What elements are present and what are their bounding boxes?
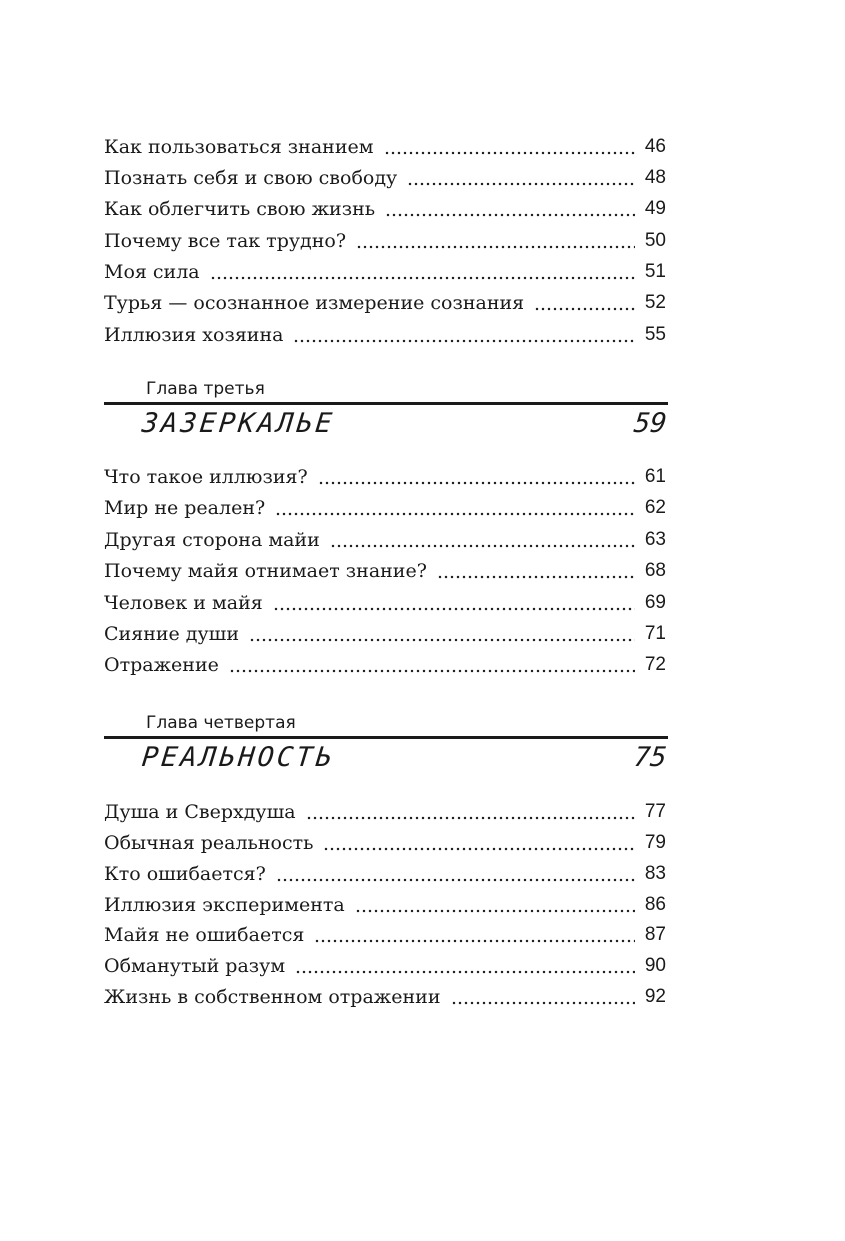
toc-entry-page: 68	[644, 560, 666, 581]
toc-entry	[104, 132, 666, 158]
toc-entry-page: 48	[644, 167, 666, 188]
toc-entry-title: Что такое иллюзия?	[104, 466, 308, 488]
toc-entry	[104, 982, 666, 1008]
dot-leader	[384, 151, 635, 155]
toc-entry-page: 92	[644, 986, 666, 1007]
toc-entry-page: 62	[644, 497, 666, 518]
toc-entry-page: 86	[644, 894, 666, 915]
toc-entry	[104, 951, 666, 977]
toc-entry-title: Обычная реальность	[104, 832, 314, 854]
toc-entry-title: Кто ошибается?	[104, 863, 266, 885]
toc-entry-page: 50	[644, 230, 666, 251]
chapter-name: ЗАЗЕРКАЛЬЕ	[140, 408, 337, 439]
dot-leader	[385, 213, 635, 217]
toc-entry-page: 90	[644, 955, 666, 976]
dot-leader	[323, 847, 634, 851]
dot-leader	[293, 339, 634, 343]
dot-leader	[534, 307, 635, 311]
toc-entry	[104, 493, 666, 519]
toc-entry	[104, 226, 666, 252]
toc-entry-title: Обманутый разум	[104, 955, 286, 977]
chapter-label: Глава четвертая	[146, 713, 296, 733]
dot-leader	[407, 182, 635, 186]
toc-entry-title: Моя сила	[104, 261, 200, 283]
toc-entry-title: Отражение	[104, 654, 219, 676]
dot-leader	[295, 970, 635, 974]
dot-leader	[276, 878, 635, 882]
toc-entry-page: 71	[644, 623, 666, 644]
toc-entry-title: Сияние души	[104, 623, 240, 645]
chapter-label: Глава третья	[146, 379, 265, 399]
toc-entry-page: 63	[644, 529, 666, 550]
toc-entry	[104, 619, 666, 645]
toc-entry-title: Как пользоваться знанием	[104, 136, 374, 158]
toc-entry-page: 79	[644, 832, 666, 853]
chapter-rule	[104, 736, 668, 739]
dot-leader	[306, 816, 635, 820]
chapter-page: 75	[632, 742, 669, 773]
toc-entry-title: Познать себя и свою свободу	[104, 167, 398, 189]
toc-entry-page: 51	[644, 261, 666, 282]
toc-entry	[104, 859, 666, 885]
toc-entry-title: Иллюзия хозяина	[104, 324, 284, 346]
toc-entry-page: 52	[644, 292, 666, 313]
toc-entry	[104, 797, 666, 823]
toc-entry	[104, 257, 666, 283]
chapter-rule	[104, 402, 668, 405]
toc-entry-page: 46	[644, 136, 666, 157]
dot-leader	[229, 669, 635, 673]
toc-entry	[104, 163, 666, 189]
toc-entry	[104, 288, 666, 314]
toc-entry	[104, 890, 666, 916]
chapter-name: РЕАЛЬНОСТЬ	[140, 742, 337, 773]
toc-entry-title: Мир не реален?	[104, 497, 266, 519]
dot-leader	[318, 481, 635, 485]
toc-entry-title: Турья — осознанное измерение сознания	[104, 292, 525, 314]
dot-leader	[249, 638, 635, 642]
dot-leader	[273, 607, 635, 611]
dot-leader	[210, 276, 635, 280]
dot-leader	[314, 939, 635, 943]
toc-entry	[104, 920, 666, 946]
toc-entry-page: 61	[644, 466, 666, 487]
toc-entry-page: 69	[644, 592, 666, 613]
toc-entry-page: 49	[644, 198, 666, 219]
toc-entry	[104, 525, 666, 551]
toc-entry-title: Майя не ошибается	[104, 924, 305, 946]
toc-entry	[104, 194, 666, 220]
dot-leader	[451, 1001, 635, 1005]
toc-entry-page: 55	[644, 324, 666, 345]
dot-leader	[356, 245, 635, 249]
toc-entry-title: Жизнь в собственном отражении	[104, 986, 441, 1008]
toc-entry-page: 77	[644, 801, 666, 822]
chapter-page: 59	[632, 408, 669, 439]
toc-entry	[104, 320, 666, 346]
toc-entry-title: Почему майя отнимает знание?	[104, 560, 427, 582]
toc-entry	[104, 556, 666, 582]
toc-entry-title: Душа и Сверхдуша	[104, 801, 296, 823]
toc-entry-page: 72	[644, 654, 666, 675]
dot-leader	[355, 909, 635, 913]
toc-entry-page: 83	[644, 863, 666, 884]
toc-entry	[104, 650, 666, 676]
toc-entry	[104, 588, 666, 614]
toc-entry	[104, 828, 666, 854]
toc-entry	[104, 462, 666, 488]
toc-entry-page: 87	[644, 924, 666, 945]
toc-entry-title: Другая сторона майи	[104, 529, 320, 551]
dot-leader	[275, 512, 635, 516]
toc-entry-title: Почему все так трудно?	[104, 230, 347, 252]
toc-entry-title: Человек и майя	[104, 592, 263, 614]
dot-leader	[437, 575, 635, 579]
toc-entry-title: Иллюзия эксперимента	[104, 894, 345, 916]
toc-entry-title: Как облегчить свою жизнь	[104, 198, 376, 220]
dot-leader	[330, 544, 635, 548]
